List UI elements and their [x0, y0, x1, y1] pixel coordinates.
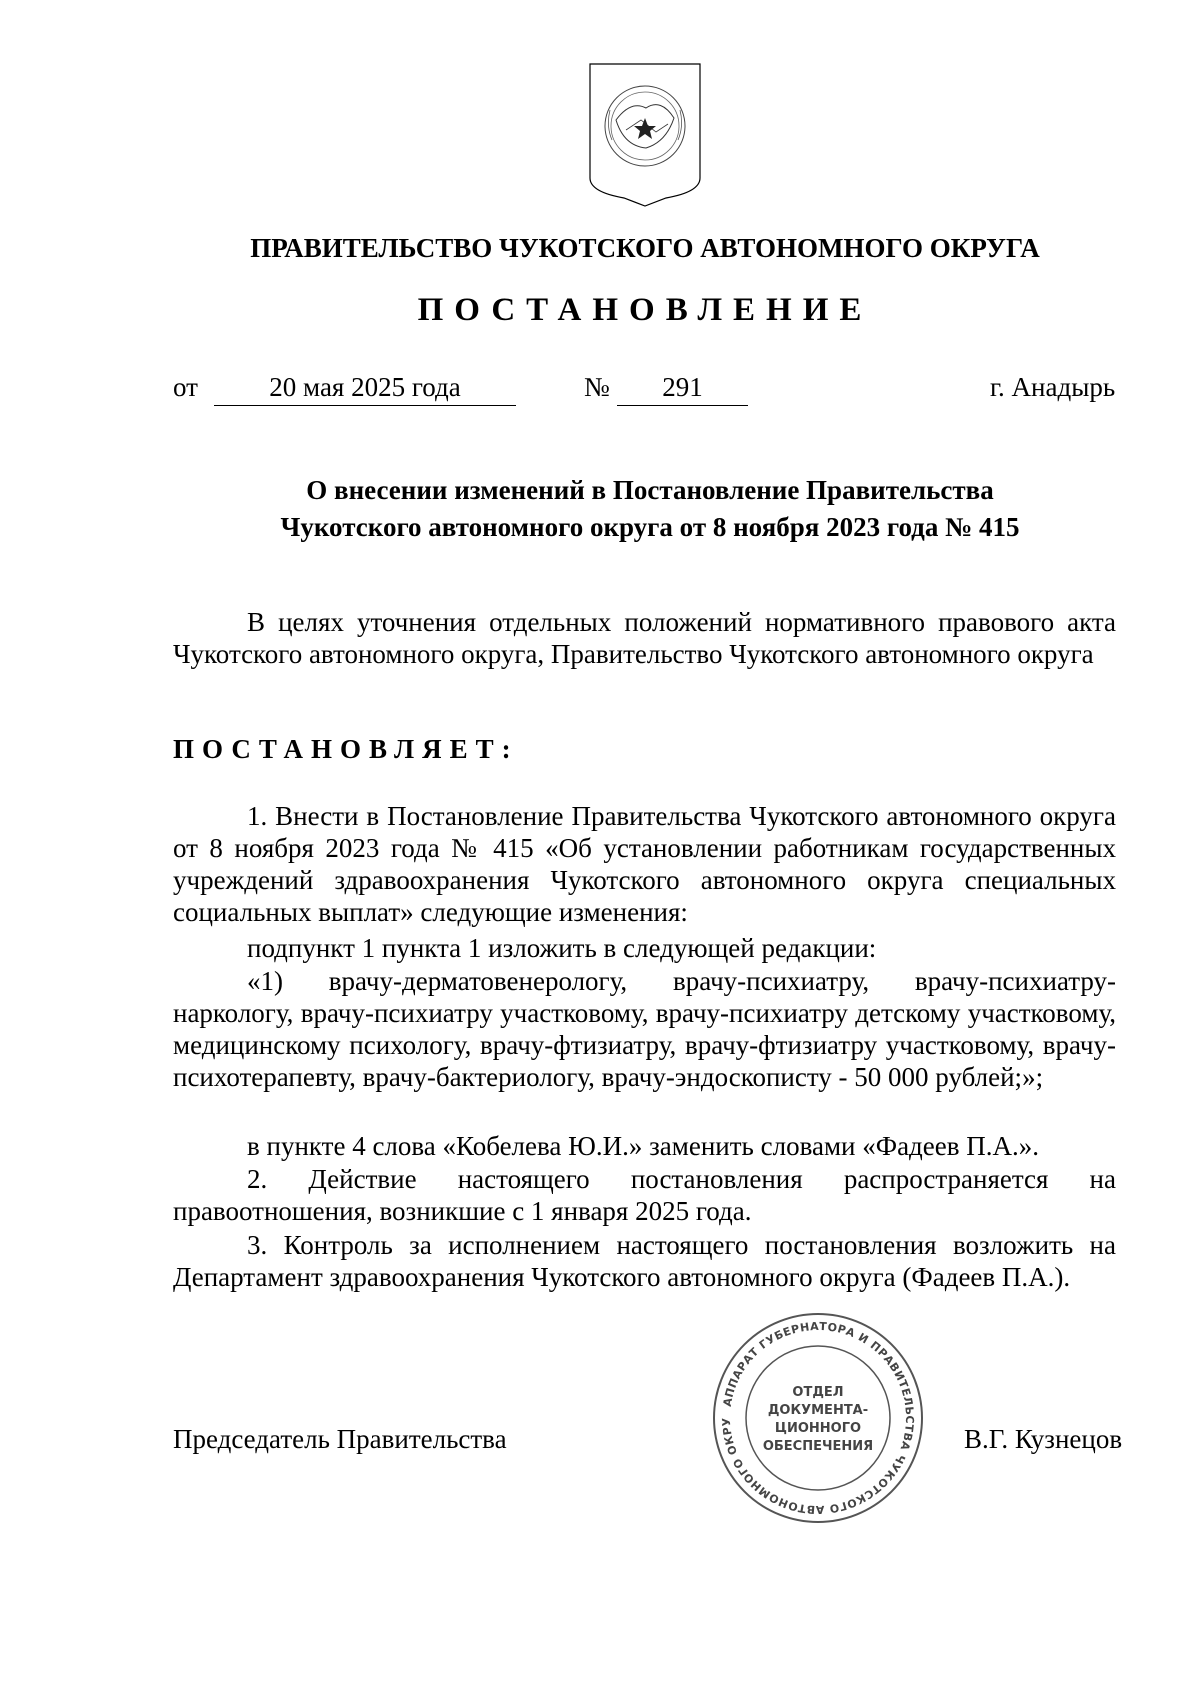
stamp-center-line: ОТДЕЛ [792, 1385, 844, 1400]
paragraph-1: 1. Внести в Постановление Правительства Чукотского автономного округа от 8 ноября 2023 года № 415 «Об установлении работникам государственных учреждений здравоохранения Чукотского автономного округа специальных социальных выплат» следующие изменения: [173, 801, 1116, 927]
coat-of-arms-emblem [586, 60, 704, 210]
official-stamp [710, 1310, 926, 1526]
signatory-name: В.Г. Кузнецов [964, 1424, 1123, 1454]
number-field: 291 [617, 372, 748, 406]
decrees-heading: ПОСТАНОВЛЯЕТ: [173, 734, 519, 764]
paragraph-1c: в пункте 4 слова «Кобелева Ю.И.» заменить словами «Фадеев П.А.». [247, 1131, 1040, 1161]
government-title: ПРАВИТЕЛЬСТВО ЧУКОТСКОГО АВТОНОМНОГО ОКРУГА [250, 233, 1040, 263]
subject-line-1: О внесении изменений в Постановление Правительства [306, 475, 994, 505]
paragraph-2: 2. Действие настоящего постановления распространяется на правоотношения, возникшие с 1 января 2025 года. [173, 1164, 1116, 1226]
signatory-position: Председатель Правительства [173, 1424, 507, 1454]
subject-line-2: Чукотского автономного округа от 8 ноября 2023 года № 415 [280, 512, 1020, 542]
city: г. Анадырь [990, 372, 1116, 402]
paragraph-3: 3. Контроль за исполнением настоящего постановления возложить на Департамент здравоохранения Чукотского автономного округа (Фадеев П.А.). [173, 1230, 1116, 1292]
paragraph-1b-quote: «1) врачу-дерматовенерологу, врачу-психиатру, врачу-психиатру-наркологу, врачу-психиатру участковому, врачу-психиатру детскому участковому, медицинскому психологу, врачу-фтизиатру, врачу-фтизиатру участковому, врачу-психотерапевту, врачу-бактериологу, врачу-эндоскописту - 50 000 рублей;»; [173, 966, 1116, 1092]
document-subject [0, 472, 1200, 546]
paragraph-1a: подпункт 1 пункта 1 изложить в следующей редакции: [247, 933, 877, 963]
from-label: от [173, 372, 198, 402]
preamble-paragraph: В целях уточнения отдельных положений нормативного правового акта Чукотского автономного округа, Правительство Чукотского автономного округа [173, 607, 1116, 669]
stamp-center-line: ДОКУМЕНТА- [767, 1403, 869, 1418]
stamp-center-line: ЦИОННОГО [774, 1421, 862, 1436]
document-type: ПОСТАНОВЛЕНИЕ [417, 292, 873, 328]
stamp-center-line: ОБЕСПЕЧЕНИЯ [762, 1439, 874, 1454]
stamp-ring-text: АППАРАТ ГУБЕРНАТОРА И ПРАВИТЕЛЬСТВА ЧУКОТСКОГО АВТОНОМНОГО ОКРУ [719, 1319, 917, 1517]
date-field: 20 мая 2025 года [214, 372, 516, 406]
number-label: № [584, 372, 610, 402]
